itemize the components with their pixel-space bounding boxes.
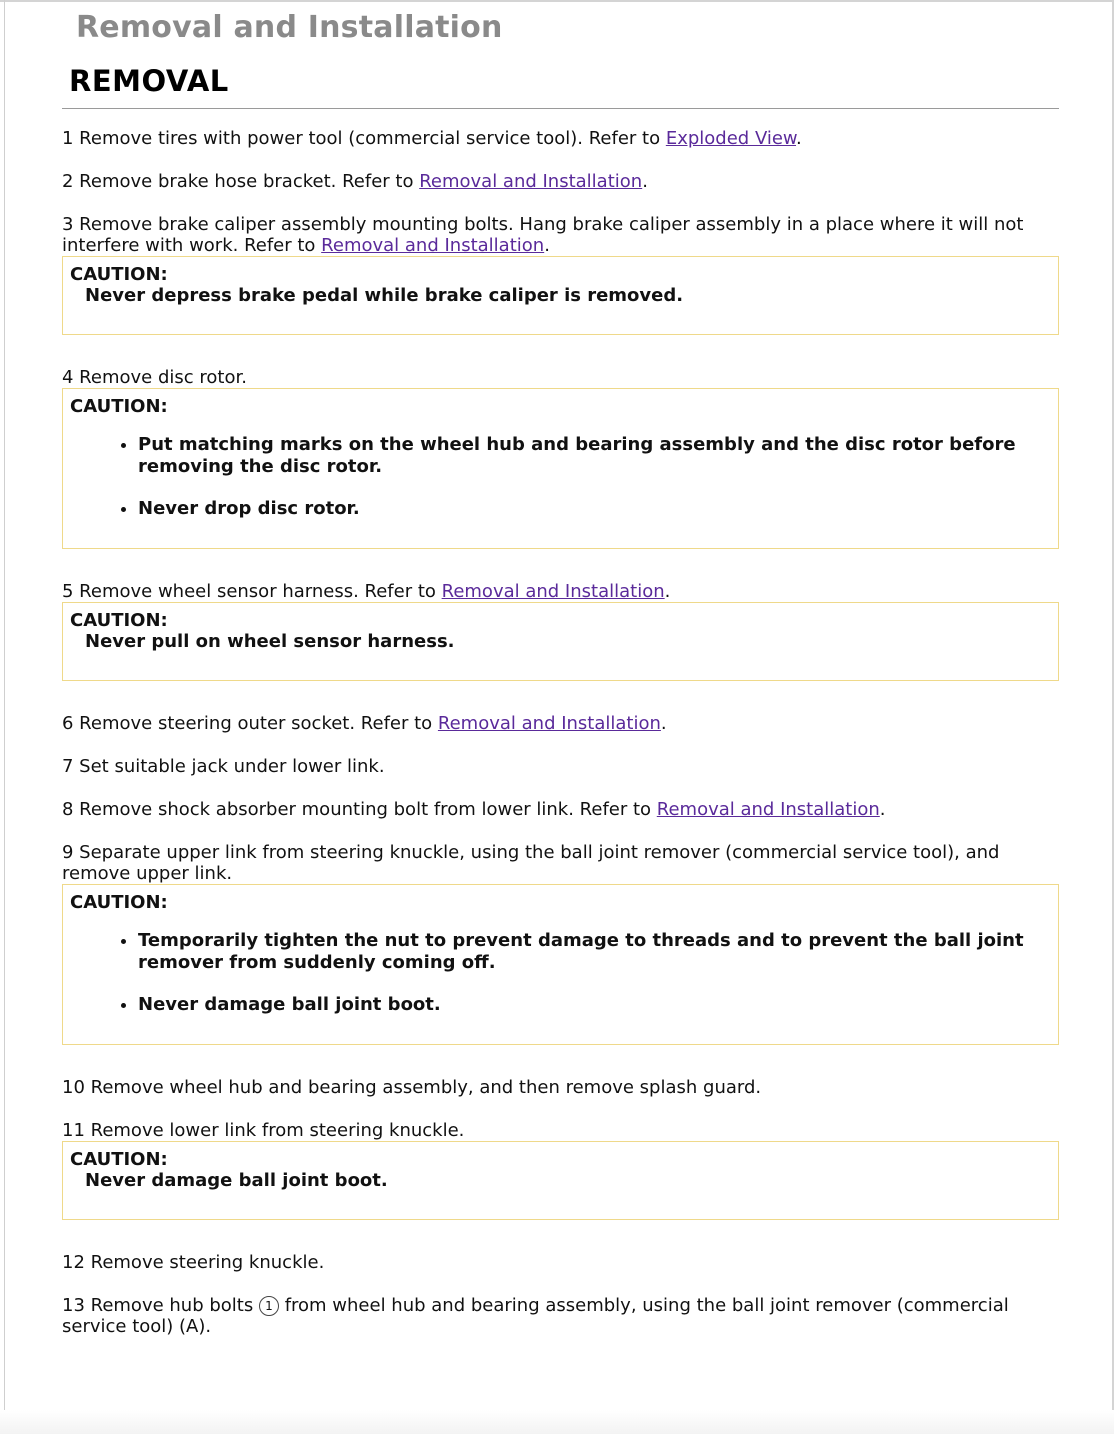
caution-text: Never damage ball joint boot. [85, 1170, 388, 1191]
step-2 [62, 171, 1059, 192]
step-text-end: . [664, 581, 671, 602]
caution-text: Never pull on wheel sensor harness. [85, 631, 455, 652]
step-text: 2 Remove brake hose bracket. Refer to [62, 171, 420, 192]
step-text: 1 Remove tires with power tool (commercial service tool). Refer to [62, 128, 666, 149]
caution-box [62, 602, 1059, 681]
page-bottom-shade [0, 1410, 1114, 1434]
caution-box [62, 256, 1059, 335]
window-top-border [0, 0, 1114, 2]
step-10: 10 Remove wheel hub and bearing assembly, and then remove splash guard. [62, 1077, 762, 1098]
page-title: Removal and Installation [76, 10, 503, 45]
step-4: 4 Remove disc rotor. [62, 367, 247, 388]
step-text-end: . [642, 171, 648, 192]
step-1 [62, 128, 1059, 149]
step-text: 5 Remove wheel sensor harness. Refer to [62, 581, 442, 602]
caution-list [70, 434, 1051, 520]
caution-label: CAUTION: [70, 610, 168, 631]
step-text: 3 Remove brake caliper assembly mounting bolts. Hang brake caliper assembly in a place where it will not interfere with work. Refer to [62, 214, 1024, 256]
step-3 [62, 214, 1059, 256]
step-13 [62, 1295, 1059, 1337]
procedure-steps [62, 128, 1059, 1337]
callout-number-icon: 1 [259, 1296, 279, 1316]
window-left-border [4, 0, 5, 1434]
caution-text: Never depress brake pedal while brake caliper is removed. [85, 285, 684, 306]
step-text-end: . [544, 235, 550, 256]
step-text-end: from wheel hub and bearing assembly, using the ball joint remover (commercial service tool) (A). [62, 1295, 1009, 1337]
removal-installation-link[interactable]: Removal and Installation [321, 235, 545, 256]
section-heading: REMOVAL [69, 64, 229, 98]
step-11: 11 Remove lower link from steering knuckle. [62, 1120, 465, 1141]
caution-box [62, 1141, 1059, 1220]
caution-item: • Put matching marks on the wheel hub and bearing assembly and the disc rotor before removing the disc rotor. [138, 434, 1051, 478]
caution-list [70, 930, 1051, 1016]
exploded-view-link[interactable]: Exploded View [665, 128, 797, 149]
caution-label: CAUTION: [70, 396, 168, 417]
step-text: 8 Remove shock absorber mounting bolt from lower link. Refer to [62, 799, 657, 820]
step-7: 7 Set suitable jack under lower link. [62, 756, 385, 777]
step-text-end: . [796, 128, 802, 149]
caution-box [62, 884, 1059, 1045]
step-12: 12 Remove steering knuckle. [62, 1252, 325, 1273]
step-6 [62, 713, 1059, 734]
caution-item: • Never damage ball joint boot. [138, 994, 1051, 1016]
step-text-end: . [660, 713, 667, 734]
caution-label: CAUTION: [70, 1149, 168, 1170]
removal-installation-link[interactable]: Removal and Installation [437, 713, 661, 734]
step-text: 13 Remove hub bolts [62, 1295, 259, 1316]
step-text-end: . [879, 799, 886, 820]
caution-box [62, 388, 1059, 549]
caution-item: • Never drop disc rotor. [138, 498, 1051, 520]
caution-label: CAUTION: [70, 892, 168, 913]
removal-installation-link[interactable]: Removal and Installation [419, 171, 643, 192]
caution-item: • Temporarily tighten the nut to prevent damage to threads and to prevent the ball joint remover from suddenly coming off. [138, 930, 1051, 974]
step-8 [62, 799, 1059, 820]
removal-installation-link[interactable]: Removal and Installation [441, 581, 665, 602]
caution-label: CAUTION: [70, 264, 168, 285]
step-5 [62, 581, 1059, 602]
section-divider [62, 108, 1059, 109]
step-text: 6 Remove steering outer socket. Refer to [62, 713, 438, 734]
removal-installation-link[interactable]: Removal and Installation [656, 799, 880, 820]
step-9: 9 Separate upper link from steering knuckle, using the ball joint remover (commercial service tool), and remove upper link. [62, 842, 1000, 884]
